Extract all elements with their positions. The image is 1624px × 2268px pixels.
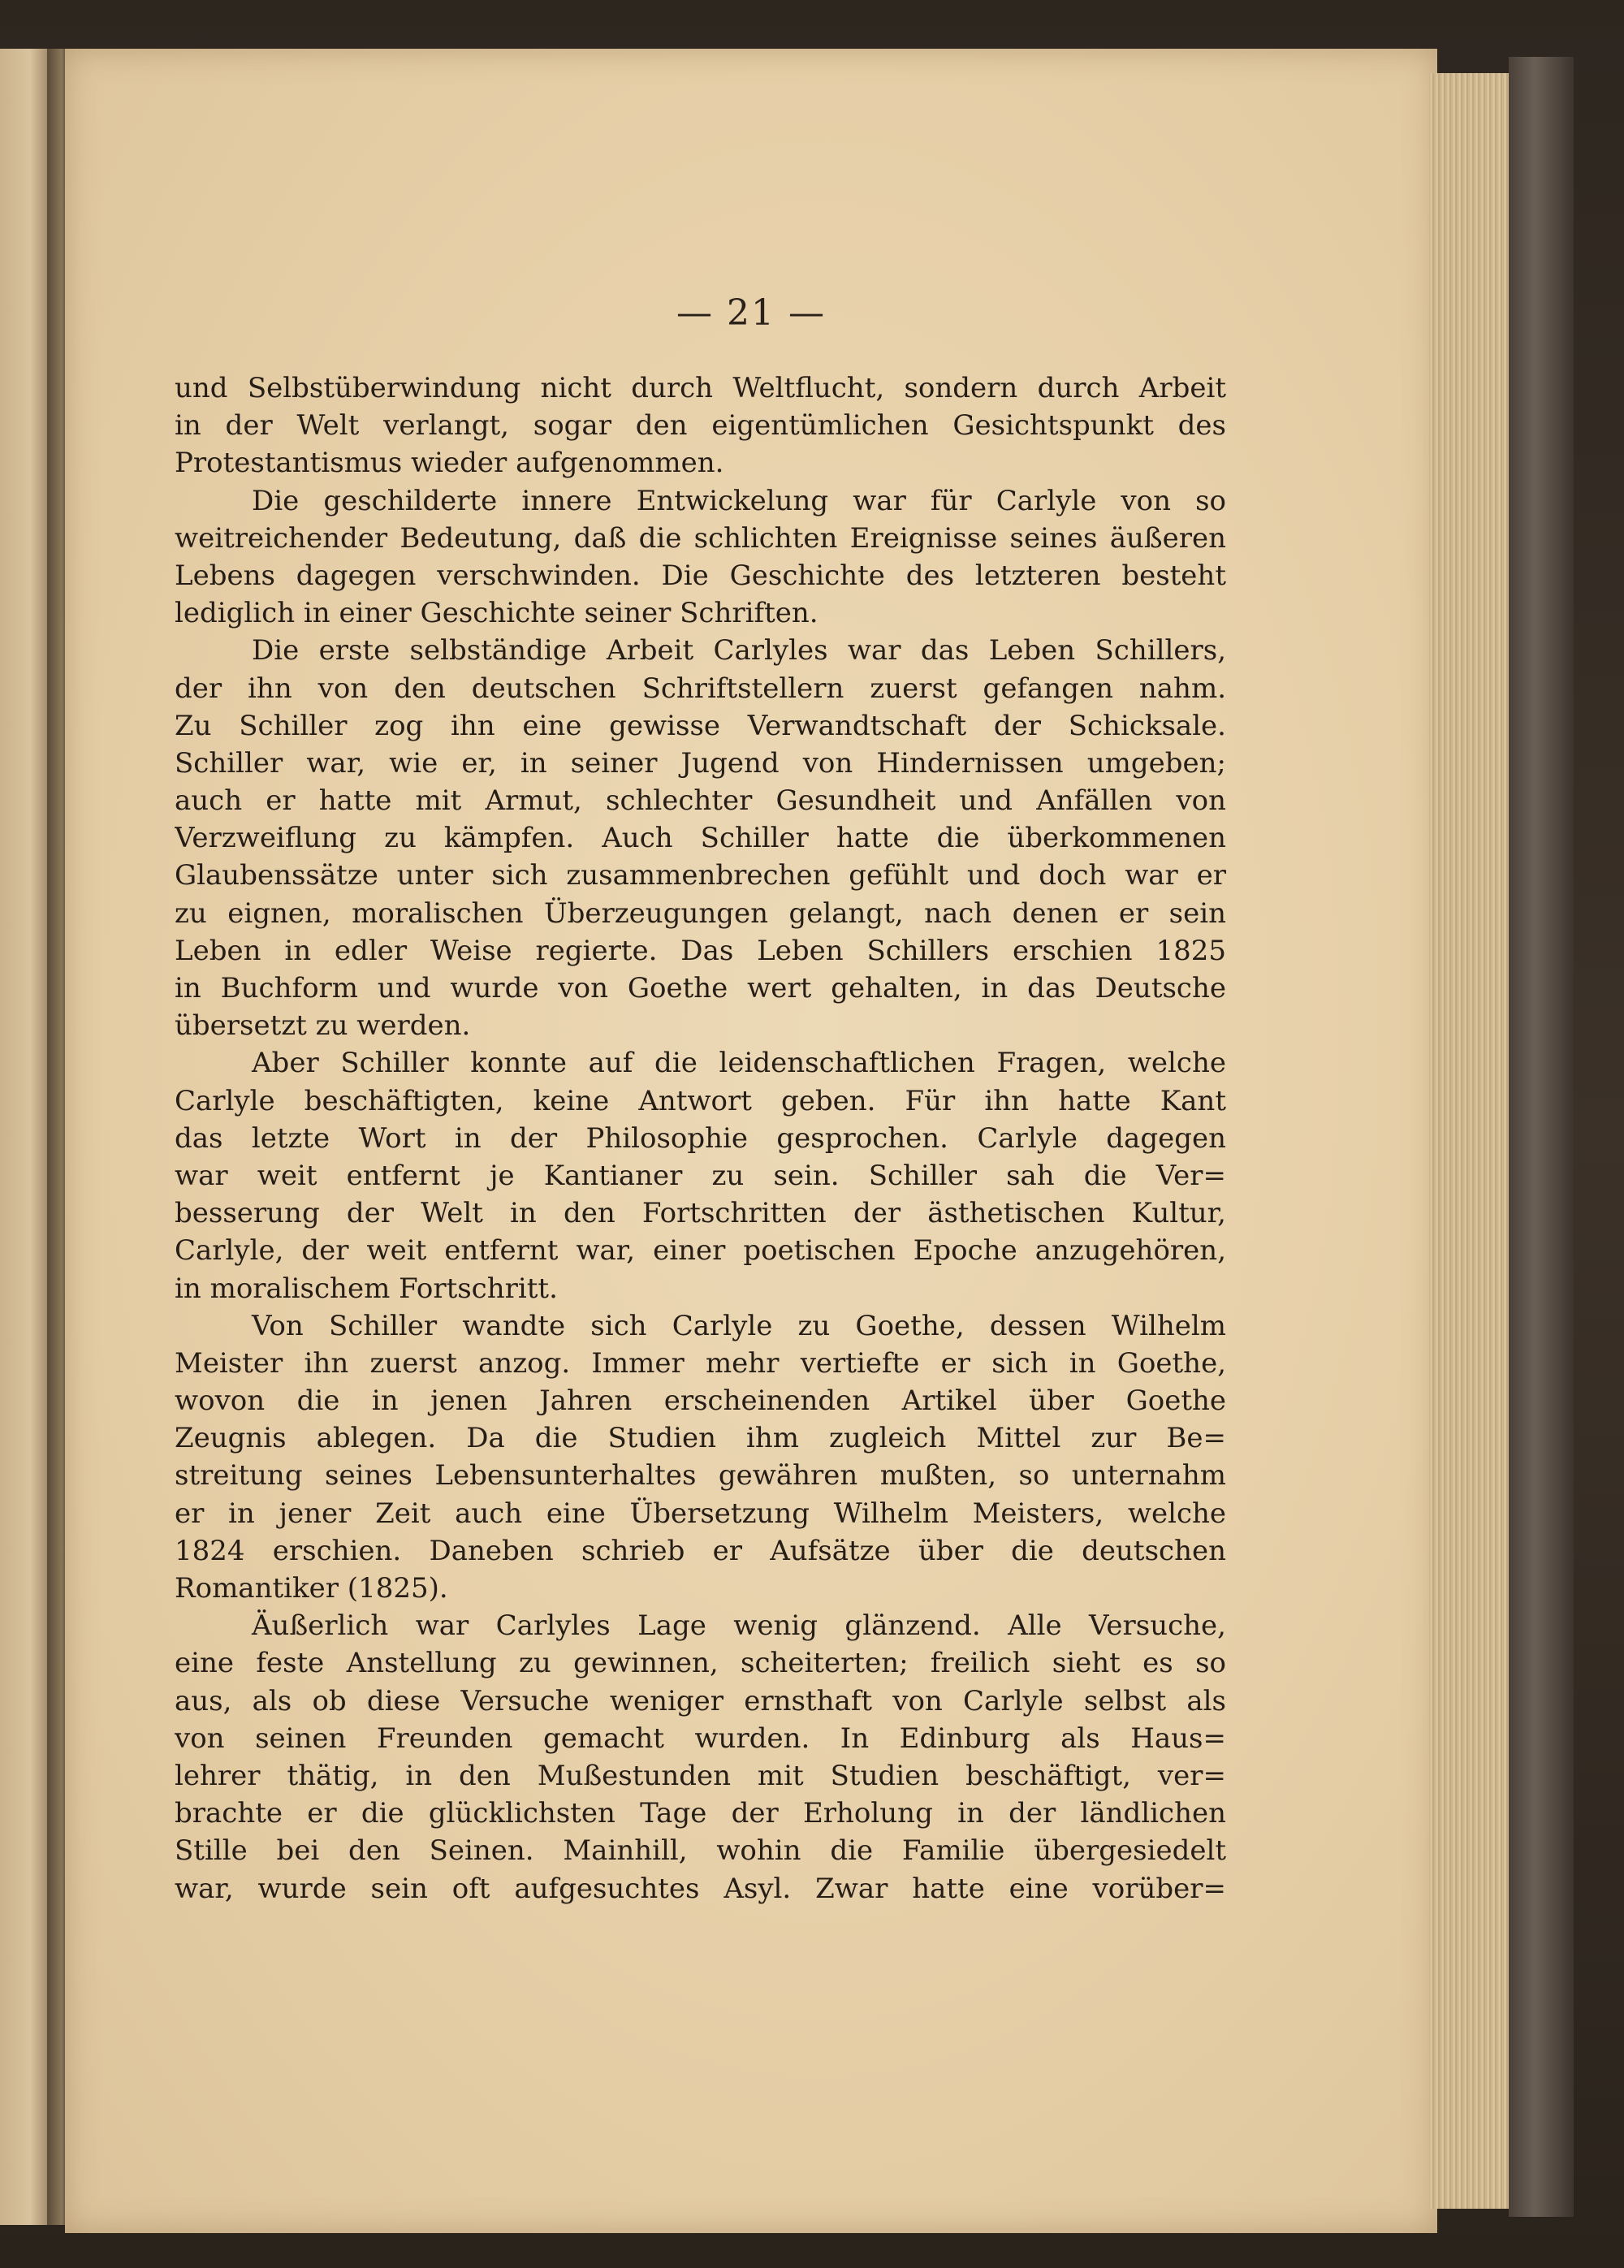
text-line: auch er hatte mit Armut, schlechter Gesundheit und Anfällen von <box>175 784 1226 818</box>
text-line: Lebens dagegen verschwinden. Die Geschichte des letzteren besteht <box>175 559 1226 592</box>
text-line: Aber Schiller konnte auf die leidenschaftlichen Fragen, welche <box>252 1047 1226 1080</box>
text-line: aus, als ob diese Versuche weniger ernsthaft von Carlyle selbst als <box>175 1684 1226 1717</box>
text-line: er in jener Zeit auch eine Übersetzung Wilhelm Meisters, welche <box>175 1497 1226 1530</box>
text-line: in der Welt verlangt, sogar den eigentümlichen Gesichtspunkt des <box>175 409 1226 443</box>
text-line: streitung seines Lebensunterhaltes gewähren mußten, so unternahm <box>175 1459 1226 1493</box>
book-cover-edge <box>1509 57 1574 2217</box>
text-line: Carlyle beschäftigten, keine Antwort geben. Für ihn hatte Kant <box>175 1084 1226 1117</box>
text-line: weitreichender Bedeutung, daß die schlichten Ereignisse seines äußeren <box>175 521 1226 555</box>
text-line: war, wurde sein oft aufgesuchtes Asyl. Zwar hatte eine vorüber= <box>175 1872 1226 1905</box>
text-line: Meister ihn zuerst anzog. Immer mehr vertiefte er sich in Goethe, <box>175 1346 1226 1380</box>
text-line: von seinen Freunden gemacht wurden. In Edinburg als Haus= <box>175 1722 1226 1755</box>
text-line: Die geschilderte innere Entwickelung war für Carlyle von so <box>252 484 1226 517</box>
facing-page-edge <box>0 49 50 2225</box>
text-line: wovon die in jenen Jahren erscheinenden Artikel über Goethe <box>175 1385 1226 1418</box>
text-line: besserung der Welt in den Fortschritten der ästhetischen Kultur, <box>175 1197 1226 1230</box>
text-line: brachte er die glücklichsten Tage der Erholung in der ländlichen <box>175 1797 1226 1830</box>
text-line: eine feste Anstellung zu gewinnen, scheiterten; freilich sieht es so <box>175 1647 1226 1680</box>
text-line: in moralischem Fortschritt. <box>175 1272 558 1305</box>
book-page <box>65 49 1437 2233</box>
text-line: Schiller war, wie er, in seiner Jugend von Hindernissen umgeben; <box>175 746 1226 780</box>
body-text <box>175 369 1226 1907</box>
text-line: lediglich in einer Geschichte seiner Schriften. <box>175 597 818 630</box>
text-line: Verzweiflung zu kämpfen. Auch Schiller hatte die überkommenen <box>175 822 1226 855</box>
text-line: und Selbstüberwindung nicht durch Weltflucht, sondern durch Arbeit <box>175 372 1226 404</box>
text-line: der ihn von den deutschen Schriftstellern zuerst gefangen nahm. <box>175 672 1226 705</box>
text-line: war weit entfernt je Kantianer zu sein. Schiller sah die Ver= <box>175 1159 1226 1192</box>
text-line: übersetzt zu werden. <box>175 1009 471 1043</box>
text-line: Zu Schiller zog ihn eine gewisse Verwandtschaft der Schicksale. <box>175 709 1226 742</box>
text-line: zu eignen, moralischen Überzeugungen gelangt, nach denen er sein <box>175 896 1226 930</box>
page-number: — 21 — <box>676 292 826 334</box>
text-line: Die erste selbständige Arbeit Carlyles war das Leben Schillers, <box>252 634 1226 667</box>
text-line: lehrer thätig, in den Mußestunden mit Studien beschäftigt, ver= <box>175 1759 1226 1792</box>
page-fore-edge <box>1429 73 1510 2209</box>
text-line: Von Schiller wandte sich Carlyle zu Goethe, dessen Wilhelm <box>252 1309 1226 1342</box>
text-line: 1824 erschien. Daneben schrieb er Aufsätze über die deutschen <box>175 1534 1226 1567</box>
text-line: Stille bei den Seinen. Mainhill, wohin die Familie übergesiedelt <box>175 1834 1226 1868</box>
text-line: Zeugnis ablegen. Da die Studien ihm zugleich Mittel zur Be= <box>175 1422 1226 1455</box>
text-line: Protestantismus wieder aufgenommen. <box>175 447 724 480</box>
text-line: Glaubenssätze unter sich zusammenbrechen gefühlt und doch war er <box>175 859 1226 892</box>
text-line: in Buchform und wurde von Goethe wert gehalten, in das Deutsche <box>175 972 1226 1004</box>
text-line: Romantiker (1825). <box>175 1572 448 1605</box>
text-line: Carlyle, der weit entfernt war, einer poetischen Epoche anzugehören, <box>175 1234 1226 1268</box>
text-line: Leben in edler Weise regierte. Das Leben Schillers erschien 1825 <box>175 934 1226 967</box>
text-line: Äußerlich war Carlyles Lage wenig glänzend. Alle Versuche, <box>252 1609 1226 1643</box>
text-line: das letzte Wort in der Philosophie gesprochen. Carlyle dagegen <box>175 1121 1226 1155</box>
